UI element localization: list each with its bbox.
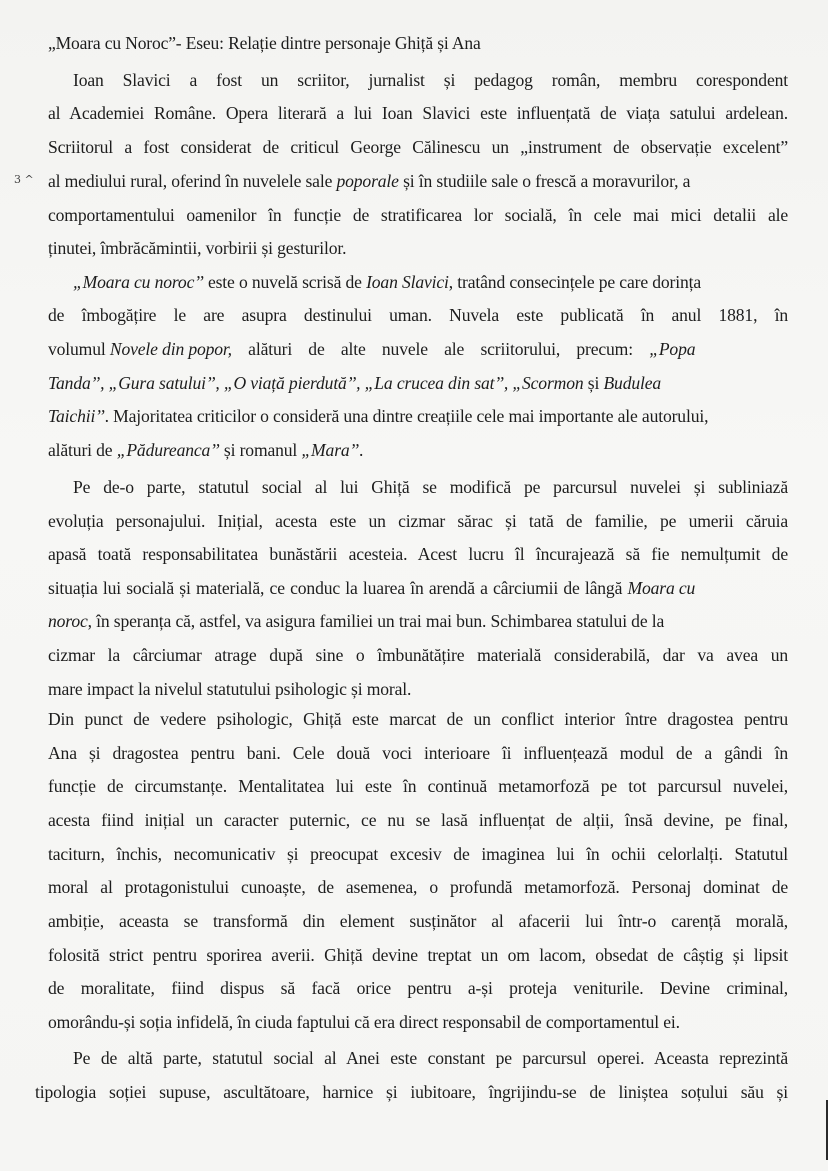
italic-run: Taichii’’ xyxy=(48,406,105,426)
paragraph-4-line-10: omorându-și soția infidelă, în ciuda faptului că era direct responsabil de comportamentul ei. xyxy=(48,1012,680,1032)
paragraph-3-line-6: cizmar la cârciumar atrage după sine o îmbunătățire materială considerabilă, dar va avea un xyxy=(48,645,788,665)
text-run: volumul xyxy=(48,339,110,359)
italic-run: Moara cu xyxy=(627,578,696,598)
text-run: , tratând consecințele pe care dorința xyxy=(448,272,702,292)
paragraph-3-line-3: apasă toată responsabilitatea bunăstării acesteia. Acest lucru îl încurajează să fie nemulțumit de xyxy=(48,544,788,564)
text-run: alături de alte nuvele ale scriitorului, precum: xyxy=(231,339,650,359)
italic-run: „Pădureanca’’ xyxy=(116,440,220,460)
text-run: al mediului rural, oferind în nuvelele sale xyxy=(48,171,337,191)
text-run: și romanul xyxy=(219,440,302,460)
paragraph-4-line-3: funcție de circumstanțe. Mentalitatea lui este în continuă metamorfoză pe tot parcursul nuvelei, xyxy=(48,776,788,796)
paragraph-1-line-6: ținutei, îmbrăcămintii, vorbirii și gesturilor. xyxy=(48,238,347,258)
paragraph-3-line-1: Pe de-o parte, statutul social al lui Ghiță se modifică pe parcursul nuvelei și subliniază xyxy=(73,477,788,497)
paragraph-2-line-6 xyxy=(48,439,788,461)
paragraph-4-line-5: taciturn, închis, necomunicativ și preocupat excesiv de imaginea lui în ochii celorlalți. Statutul xyxy=(48,844,788,864)
text-run: și în studiile sale o frescă a moravurilor, a xyxy=(398,171,691,191)
italic-run: „Popa xyxy=(649,339,696,359)
italic-run: Ioan Slavici xyxy=(366,272,449,292)
italic-run: „Moara cu noroc’’ xyxy=(73,272,204,292)
italic-run: poporale xyxy=(336,171,399,191)
paragraph-2-line-5 xyxy=(48,405,788,427)
text-run: situația lui socială și materială, ce conduc la luarea în arendă a cârciumii de lângă xyxy=(48,578,628,598)
paragraph-3-line-4 xyxy=(48,577,788,599)
italic-run: noroc xyxy=(48,611,88,631)
paragraph-1-line-2: al Academiei Române. Opera literară a lui Ioan Slavici este influențată de viața satului ardelean. xyxy=(48,103,788,123)
paragraph-2-line-3 xyxy=(48,338,788,360)
paragraph-4-line-8: folosită strict pentru sporirea averii. Ghiță devine treptat un om lacom, obsedat de câștig și lipsit xyxy=(48,945,788,965)
paragraph-2-line-4 xyxy=(48,372,788,394)
paragraph-1-line-4 xyxy=(48,170,788,192)
paragraph-4-line-4: acesta fiind inițial un caracter puternic, ce nu se lasă influențat de alții, însă devine, pe final, xyxy=(48,810,788,830)
paragraph-5-line-1: Pe de altă parte, statutul social al Anei este constant pe parcursul operei. Aceasta reprezintă xyxy=(73,1048,788,1068)
italic-run: Tanda’’, „Gura satului’’, „O viață pierdută’’, „La crucea din sat’’, „Scormon xyxy=(48,373,584,393)
paragraph-1-line-1: Ioan Slavici a fost un scriitor, jurnalist și pedagog român, membru corespondent xyxy=(73,70,788,90)
italic-run: „Mara’’ xyxy=(301,440,360,460)
paragraph-2-line-1 xyxy=(73,271,788,293)
text-run: , în speranța că, astfel, va asigura familiei un trai mai bun. Schimbarea statului de la xyxy=(87,611,665,631)
paragraph-4-line-9: de moralitate, fiind dispus să facă orice pentru a-și proteja veniturile. Devine criminal, xyxy=(48,978,788,998)
text-run: este o nuvelă scrisă de xyxy=(203,272,367,292)
text-run: și xyxy=(583,373,604,393)
text-run: alături de xyxy=(48,440,117,460)
paragraph-1-line-3: Scriitorul a fost considerat de criticul George Călinescu un „instrument de observație excelent” xyxy=(48,137,788,157)
paragraph-3-line-5 xyxy=(48,610,788,632)
paragraph-4-line-1: Din punct de vedere psihologic, Ghiță este marcat de un conflict interior între dragostea pentru xyxy=(48,709,788,729)
paragraph-3-line-2: evoluția personajului. Inițial, acesta este un cizmar sărac și tată de familie, pe umerii căruia xyxy=(48,511,788,531)
italic-run: Novele din popor, xyxy=(109,339,232,359)
paragraph-4-line-7: ambiție, aceasta se transformă din element susținător al afacerii lui într-o carență morală, xyxy=(48,911,788,931)
paragraph-2-line-2: de îmbogățire le are asupra destinului uman. Nuvela este publicată în anul 1881, în xyxy=(48,305,788,325)
text-run: . xyxy=(359,440,364,460)
margin-handwritten-mark: 3 ^ xyxy=(14,173,34,186)
paragraph-4-line-6: moral al protagonistului cunoaște, de asemenea, o profundă metamorfoză. Personaj dominat de xyxy=(48,877,788,897)
paragraph-1-line-5: comportamentului oamenilor în funcție de stratificarea lor socială, în cele mai mici detalii ale xyxy=(48,205,788,225)
italic-run: Budulea xyxy=(603,373,662,393)
paragraph-5-line-2: tipologia soției supuse, ascultătoare, harnice și iubitoare, îngrijindu-se de liniștea soțului său și xyxy=(35,1082,788,1102)
paragraph-3-line-7: mare impact la nivelul statutului psihologic și moral. xyxy=(48,679,412,699)
text-run: . Majoritatea criticilor o consideră una dintre creațiile cele mai importante ale autorului, xyxy=(104,406,709,426)
document-title: „Moara cu Noroc”- Eseu: Relație dintre personaje Ghiță și Ana xyxy=(48,33,481,53)
paragraph-4-line-2: Ana și dragostea pentru bani. Cele două voci interioare îi influențează modul de a gândi în xyxy=(48,743,788,763)
